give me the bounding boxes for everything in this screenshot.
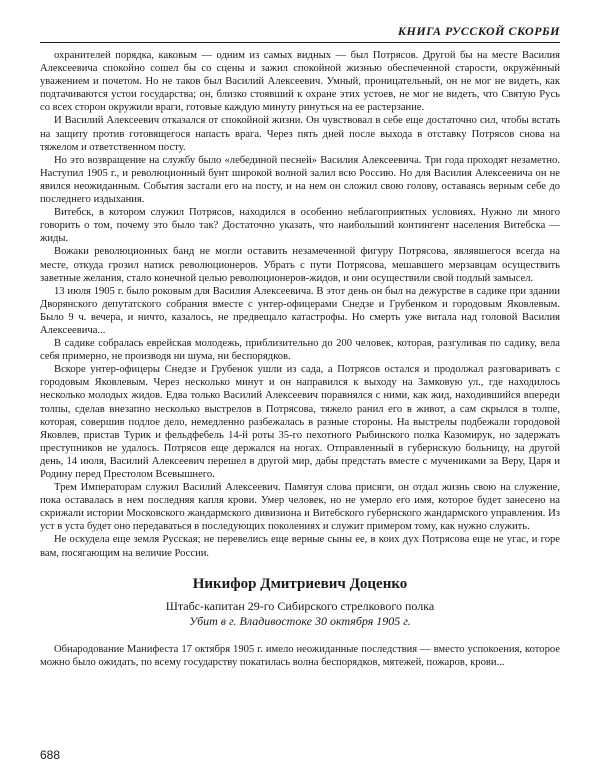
paragraph: Вскоре унтер-офицеры Снедзе и Грубенок ушли из сада, а Потрясов остался и продолжал разговаривать с городовым Яковлевым. Через несколько минут и он направился к выходу на Замковую ул., где находилось несколько молодых жидов. Едва только Василий Алексеевич поравнялся с ними, как жид, находившийся впереди толпы, сделав внезапно несколько выстрелов в Потрясова, тяжело ранил его в живот, а сам скрылся в толпе, которая, совершив подлое дело, немедленно разбежалась в разные стороны. На выстрелы подбежали городовой Яковлев, пристав Турик и фельдфебель 14-й роты 35-го пехотного Рыбинского полка Казомирук, но задержать преступников не удалось. Потрясов еще держался на ногах. Отправленный в губернскую больницу, на другой день, 14 июля, Василий Алексеевич перешел в другой мир, дабы предстать вместе с мучениками за Веру, Царя и Родину перед Престолом Всевышнего.	[40, 364, 560, 480]
section-rank: Штабс-капитан 29-го Сибирского стрелкового полка	[165, 598, 435, 613]
paragraph: Обнародование Манифеста 17 октября 1905 г. имело неожиданные последствия — вместо успокоения, которое можно было ожидать, по всему государству покатилась волна беспорядков, мятежей, пожаров, крови...	[40, 643, 560, 668]
section-header	[40, 576, 560, 629]
paragraph: Но это возвращение на службу было «лебединой песней» Василия Алексеевича. Три года проходят незаметно. Наступил 1905 г., и революционный бунт широкой волной залил всю Россию. Но для Василия Алексеевича он не явился неожиданным. События застали его на посту, и на нем он сложил свою голову, оставаясь верным себе до последнего издыхания.	[40, 154, 560, 206]
page-number: 688	[40, 748, 61, 762]
body-text	[40, 49, 560, 560]
paragraph: охранителей порядка, каковым — одним из самых видных — был Потрясов. Другой бы на месте Василия Алексеевича спокойно сошел бы со сцены и зажил спокойной жизнью обеспеченной старости, окружённый уважением и почетом. Но не таков был Василий Алексеевич. Умный, проницательный, он не мог не видеть, как подтачиваются устои государства; он, близко стоявший к охране этих устоев, не мог не видеть, что Святую Русь со всех сторон окружили враги, готовые каждую минуту ринуться на ее растерзание.	[40, 50, 560, 114]
section-body	[40, 643, 560, 669]
paragraph: Витебск, в котором служил Потрясов, находился в особенно неблагоприятных условиях. Нужно ли много говорить о том, почему это было так? Достаточно указать, что наибольший контингент населения Витебска — жиды.	[40, 207, 560, 245]
running-head: КНИГА РУССКОЙ СКОРБИ	[40, 10, 560, 43]
paragraph: В садике собралась еврейская молодежь, приблизительно до 200 человек, которая, разгуливая по садику, вела себя примерно, не производя ни шума, ни беспорядков.	[40, 338, 560, 363]
paragraph: Вожаки революционных банд не могли оставить незамеченной фигуру Потрясова, являвшегося всегда на месте, откуда грозил натиск революционеров. Убрать с пути Потрясова, мешавшего мерзавцам осуществить заветные желания, стало конечной целью революционеров-жидов, и они осуществили свой подлый замысел.	[40, 246, 560, 284]
paragraph: 13 июля 1905 г. было роковым для Василия Алексеевича. В этот день он был на дежурстве в садике при здании Дворянского депутатского собрания вместе с унтер-офицерами Снедзе и Грубенком и городовым Яковлевым. Было 9 ч. вечера, и ничто, казалось, не предвещало катастрофы. Но смерть уже витала над головой Василия Алексеевича...	[40, 285, 560, 336]
paragraph: Не оскудела еще земля Русская; не перевелись еще верные сыны ее, в коих дух Потрясова еще не угас, и горе вам, посягающим на величие России.	[40, 534, 560, 559]
paragraph: И Василий Алексеевич отказался от спокойной жизни. Он чувствовал в себе еще достаточно сил, чтобы встать на защиту против готовящегося напасть врага. Через пять дней после выхода в отставку Потрясов снова на тяжелом и ответственном посту.	[40, 115, 560, 153]
section-death-note: Убит в г. Владивостоке 30 октября 1905 г.	[189, 613, 411, 628]
paragraph: Трем Императорам служил Василий Алексеевич. Памятуя слова присяги, он отдал жизнь свою на служение, пока оставалась в нем последняя капля крови. Умер человек, но не умерло его имя, которое будет занесено на скрижали истории Московского жандармского дивизиона и Витебского губернского жандармского управления. Из уст в уста будет оно передаваться в последующих поколениях и служит примером тому, как нужно служить.	[40, 482, 560, 533]
section-heading: Никифор Дмитриевич Доценко	[192, 575, 408, 592]
page	[40, 10, 560, 669]
